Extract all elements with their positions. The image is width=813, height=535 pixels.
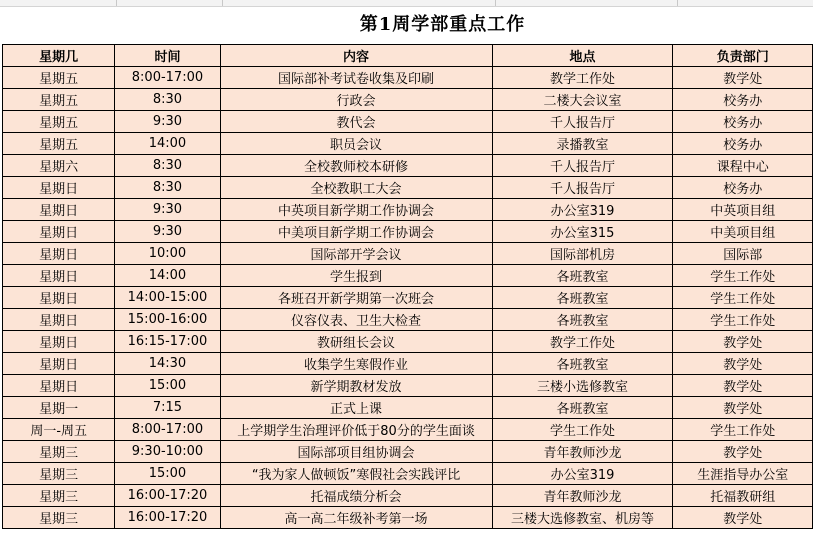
cell-location[interactable]: 各班教室 [492,287,673,309]
sheet-title: 第1周学部重点工作 [359,14,526,35]
header-time[interactable]: 时间 [115,45,220,67]
schedule-table [2,44,813,529]
cell-day[interactable]: 星期五 [3,111,115,133]
cell-day[interactable]: 星期五 [3,89,115,111]
cell-location[interactable]: 各班教室 [492,353,673,375]
cell-content[interactable]: 国际部补考试卷收集及印刷 [220,67,492,89]
cell-content[interactable]: 国际部项目组协调会 [220,441,492,463]
cell-time[interactable]: 8:30 [115,89,220,111]
cell-content[interactable]: 上学期学生治理评价低于80分的学生面谈 [220,419,492,441]
cell-department[interactable]: 教学处 [673,331,813,353]
cell-department[interactable]: 学生工作处 [673,265,813,287]
table-row [3,265,813,287]
cell-content[interactable]: 职员会议 [220,133,492,155]
cell-content[interactable]: 托福成绩分析会 [220,485,492,507]
table-row [3,67,813,89]
cell-time[interactable]: 9:30 [115,199,220,221]
header-department[interactable]: 负责部门 [673,45,813,67]
cell-location[interactable]: 千人报告厅 [492,155,673,177]
header-content[interactable]: 内容 [220,45,492,67]
table-row [3,199,813,221]
cell-time[interactable]: 15:00-16:00 [115,309,220,331]
cell-day[interactable]: 周一-周五 [3,419,115,441]
cell-day[interactable]: 星期三 [3,485,115,507]
table-row [3,111,813,133]
table-row [3,441,813,463]
cell-department[interactable]: 学生工作处 [673,419,813,441]
cell-location[interactable]: 二楼大会议室 [492,89,673,111]
cell-time[interactable]: 15:00 [115,463,220,485]
cell-content[interactable]: 正式上课 [220,397,492,419]
cell-location[interactable]: 办公室319 [492,199,673,221]
cell-day[interactable]: 星期日 [3,375,115,397]
cell-time[interactable]: 9:30 [115,221,220,243]
cell-department[interactable]: 校务办 [673,177,813,199]
table-row [3,221,813,243]
table-row [3,89,813,111]
header-location[interactable]: 地点 [492,45,673,67]
table-row [3,155,813,177]
cell-day[interactable]: 星期日 [3,265,115,287]
cell-content[interactable]: 各班召开新学期第一次班会 [220,287,492,309]
column-divider [116,0,117,6]
cell-department[interactable]: 生涯指导办公室 [673,463,813,485]
header-day[interactable]: 星期几 [3,45,115,67]
cell-department[interactable]: 托福教研组 [673,485,813,507]
table-row [3,419,813,441]
cell-time[interactable]: 16:15-17:00 [115,331,220,353]
cell-content[interactable]: 教代会 [220,111,492,133]
cell-day[interactable]: 星期日 [3,353,115,375]
cell-content[interactable]: 全校教职工大会 [220,177,492,199]
cell-department[interactable]: 教学处 [673,67,813,89]
cell-time[interactable]: 9:30 [115,111,220,133]
cell-location[interactable]: 三楼大选修教室、机房等 [492,507,673,529]
cell-day[interactable]: 星期三 [3,463,115,485]
cell-day[interactable]: 星期日 [3,221,115,243]
column-divider [222,0,223,6]
table-row [3,287,813,309]
cell-location[interactable]: 各班教室 [492,309,673,331]
table-row [3,397,813,419]
cell-location[interactable]: 办公室319 [492,463,673,485]
cell-content[interactable]: “我为家人做顿饭”寒假社会实践评比 [220,463,492,485]
cell-location[interactable]: 千人报告厅 [492,177,673,199]
cell-time[interactable]: 9:30-10:00 [115,441,220,463]
table-row [3,463,813,485]
cell-department[interactable]: 教学处 [673,375,813,397]
cell-department[interactable]: 国际部 [673,243,813,265]
table-row [3,243,813,265]
cell-day[interactable]: 星期日 [3,177,115,199]
schedule-body [3,67,813,529]
cell-time[interactable]: 14:00-15:00 [115,287,220,309]
cell-day[interactable]: 星期三 [3,441,115,463]
cell-time[interactable]: 14:30 [115,353,220,375]
cell-day[interactable]: 星期五 [3,133,115,155]
cell-time[interactable]: 16:00-17:20 [115,485,220,507]
cell-department[interactable]: 中美项目组 [673,221,813,243]
cell-location[interactable]: 三楼小选修教室 [492,375,673,397]
cell-department[interactable]: 校务办 [673,133,813,155]
cell-time[interactable]: 10:00 [115,243,220,265]
column-header-strip [0,0,813,7]
cell-day[interactable]: 星期五 [3,67,115,89]
cell-location[interactable]: 教学工作处 [492,331,673,353]
table-row [3,177,813,199]
cell-department[interactable]: 教学处 [673,507,813,529]
cell-time[interactable]: 7:15 [115,397,220,419]
cell-department[interactable]: 校务办 [673,89,813,111]
cell-content[interactable]: 中英项目新学期工作协调会 [220,199,492,221]
cell-day[interactable]: 星期六 [3,155,115,177]
cell-time[interactable]: 8:00-17:00 [115,419,220,441]
table-row [3,507,813,529]
cell-day[interactable]: 星期日 [3,199,115,221]
table-row [3,309,813,331]
cell-department[interactable]: 教学处 [673,397,813,419]
table-row [3,353,813,375]
cell-day[interactable]: 星期三 [3,507,115,529]
cell-department[interactable]: 学生工作处 [673,309,813,331]
cell-location[interactable]: 千人报告厅 [492,111,673,133]
cell-content[interactable]: 高一高二年级补考第一场 [220,507,492,529]
cell-day[interactable]: 星期日 [3,309,115,331]
cell-content[interactable]: 中美项目新学期工作协调会 [220,221,492,243]
cell-department[interactable]: 教学处 [673,353,813,375]
cell-day[interactable]: 星期日 [3,331,115,353]
cell-department[interactable]: 教学处 [673,441,813,463]
table-row [3,331,813,353]
cell-location[interactable]: 教学工作处 [492,67,673,89]
cell-location[interactable]: 学生工作处 [492,419,673,441]
column-divider [495,0,496,6]
cell-location[interactable]: 录播教室 [492,133,673,155]
cell-day[interactable]: 星期日 [3,243,115,265]
cell-location[interactable]: 国际部机房 [492,243,673,265]
cell-content[interactable]: 收集学生寒假作业 [220,353,492,375]
cell-time[interactable]: 8:00-17:00 [115,67,220,89]
cell-location[interactable]: 办公室315 [492,221,673,243]
cell-department[interactable]: 学生工作处 [673,287,813,309]
cell-time[interactable]: 14:00 [115,133,220,155]
table-row [3,485,813,507]
cell-department[interactable]: 校务办 [673,111,813,133]
cell-day[interactable]: 星期日 [3,287,115,309]
cell-time[interactable]: 15:00 [115,375,220,397]
cell-day[interactable]: 星期一 [3,397,115,419]
cell-content[interactable]: 全校教师校本研修 [220,155,492,177]
table-row [3,133,813,155]
cell-content[interactable]: 仪容仪表、卫生大检查 [220,309,492,331]
cell-department[interactable]: 课程中心 [673,155,813,177]
cell-content[interactable]: 新学期教材发放 [220,375,492,397]
cell-time[interactable]: 8:30 [115,155,220,177]
cell-content[interactable]: 国际部开学会议 [220,243,492,265]
cell-time[interactable]: 8:30 [115,177,220,199]
column-divider [677,0,678,6]
cell-content[interactable]: 学生报到 [220,265,492,287]
cell-department[interactable]: 中英项目组 [673,199,813,221]
cell-content[interactable]: 教研组长会议 [220,331,492,353]
cell-content[interactable]: 行政会 [220,89,492,111]
cell-location[interactable]: 各班教室 [492,265,673,287]
cell-location[interactable]: 青年教师沙龙 [492,441,673,463]
header-row [3,45,813,67]
cell-location[interactable]: 各班教室 [492,397,673,419]
cell-time[interactable]: 14:00 [115,265,220,287]
table-row [3,375,813,397]
cell-time[interactable]: 16:00-17:20 [115,507,220,529]
cell-location[interactable]: 青年教师沙龙 [492,485,673,507]
